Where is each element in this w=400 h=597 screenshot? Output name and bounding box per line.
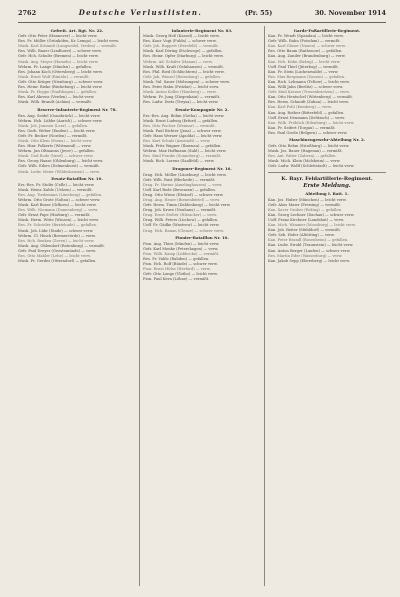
- casualty-entry: Gefr. Otto Lange (Vlotho) — leicht verw.: [143, 272, 218, 277]
- casualty-entry: Res. Ant. Ritter (Zabern) — gefallen.: [268, 154, 337, 159]
- casualty-entry: Gefr. Hch. Schulte (Bremen) — leicht verw.: [18, 54, 99, 59]
- casualty-entry: Drag. Aug. Heuer (Bienenbüttel) — verw.: [143, 198, 221, 202]
- casualty-entry: Kan. Anton Berger (Laufen) — schwer verw.: [268, 248, 351, 253]
- casualty-entry: Kan. Jos. Huber (München) — leicht verw.: [268, 197, 347, 202]
- unit-heading: Garde-Fußartillerie-Regiment.: [293, 27, 361, 33]
- unit-heading: Ersatz-Bataillon Nr. 10.: [51, 176, 103, 182]
- casualty-entry: Res. Ludw. Dietz (Treysa) — leicht verw.: [143, 100, 219, 105]
- casualty-entry: Musk. Ernst Wolf (Rinteln) — vermißt.: [18, 74, 90, 79]
- casualty-entry: Res. Martin Eder (Wasserburg) — verw.: [268, 253, 343, 258]
- casualty-entry: Drag. Otto Wiese (Ebstorf) — schwer verw.: [143, 192, 224, 197]
- casualty-entry: Kan. Otto Hentschel (Wittenberg) — vermißt.: [268, 95, 353, 100]
- casualty-entry: Res. Gerh. Weber (Emden) — leicht verw.: [18, 128, 96, 133]
- casualty-list: [18, 183, 136, 265]
- casualty-entry: Kan. Georg Lechner (Dachau) — schwer verw.: [268, 212, 355, 217]
- casualty-entry: Res. Karl Ahrens (Verden) — leicht verw.: [18, 95, 95, 100]
- casualty-entry: Res. Max Bergmann (Zossen) — gefallen.: [268, 74, 346, 79]
- casualty-entry: Res. Peter Hahn (Fritzlar) — leicht verw.: [143, 85, 220, 90]
- column-1: [18, 26, 136, 586]
- casualty-entry: Gefr. Otto Rehm (Straßburg) — leicht verw.: [268, 144, 350, 149]
- casualty-entry: Wehrm. Fr. Lange (Minden) — gefallen.: [18, 64, 92, 69]
- casualty-entry: Kan. Ludw. Strobl (Traunstein) — leicht verw.: [268, 243, 354, 248]
- casualty-entry: Res. Wilh. Bauer (Lindhorst) — schwer verw.: [18, 49, 102, 54]
- casualty-entry: Kan. Aug. Rother (Bitterfeld) — gefallen.: [268, 110, 345, 115]
- casualty-entry: Res. Fr. Vahle (Rahden) — gefallen.: [143, 257, 210, 262]
- casualty-entry: Musk. Otto Klein (Esens) — leicht verw.: [18, 138, 93, 143]
- casualty-entry: Uoff. Ernst Neumann (Delitzsch) — verw.: [268, 115, 346, 120]
- casualty-entry: Kan. Fr. Stein (Luckenwalde) — verw.: [268, 69, 339, 74]
- unit-heading: Ersatz-Kompagnie Nr. 2.: [175, 106, 229, 112]
- casualty-entry: Ers.-Res. Fr. Stolte (Celle) — leicht verw.: [18, 182, 95, 187]
- casualty-entry: Gefr. Paul Dreyer (Geestemünde) — verw.: [18, 248, 97, 253]
- casualty-entry: Gefr. Karl Menke (Petershagen) — verw.: [143, 246, 219, 251]
- issue-number: (Pr. 55): [244, 9, 273, 17]
- unit-heading: Gefreit. Art. Rgt. Nr. 22.: [50, 27, 104, 33]
- casualty-entry: Kan. Hch. Kühn (Belzig) — leicht verw.: [268, 59, 341, 64]
- casualty-entry: Uoff. Franz Kirchner (Landshut) — verw.: [268, 218, 345, 222]
- casualty-entry: Gefr. Fr. Becker (Norden) — vermißt.: [18, 133, 88, 138]
- casualty-entry: Wehrm. Hch. Lübbe (Aurich) — schwer verw.: [18, 118, 103, 123]
- casualty-entry: Res. Aug. Tiedemann (Lüneburg) — gefallen.: [18, 192, 103, 197]
- casualty-entry: Kan. Karl Pohl (Kemberg) — verw.: [268, 105, 332, 110]
- casualty-entry: Wehrm. Ad. Schäfer (Hanau) — verw.: [143, 59, 213, 64]
- casualty-entry: Musk. Heinr. Kahle (Uelzen) — vermißt.: [18, 187, 93, 192]
- casualty-entry: Musk. Georg Heß (Kassel) — leicht verw.: [143, 34, 220, 39]
- casualty-entry: Pion. Hch. Rolf (Bünde) — schwer verw.: [143, 262, 218, 267]
- section-divider: [268, 172, 386, 173]
- casualty-entry: Wehrm. Otto Grote (Soltau) — schwer verw.: [18, 198, 101, 202]
- unit-heading: Reserve-Infanterie-Regiment Nr. 78.: [37, 106, 117, 112]
- casualty-entry: Res. Fr. Müller (Grünhöfen, Kr. Lemgo) — leicht verw.: [18, 39, 120, 44]
- casualty-entry: Gefr. Wilh. Rahn (Potsdam) — vermißt.: [268, 39, 341, 44]
- casualty-entry: Res. Heinr. Opfer (Marburg) — leicht verw.: [143, 54, 224, 59]
- publication-title: Deutsche Verlustlisten.: [78, 8, 203, 17]
- casualty-entry: Kan. Aug. Zander (Brandenburg) — verw.: [268, 54, 346, 59]
- casualty-entry: Kan. Joh. Reiter (Mühldorf) — vermißt.: [268, 228, 341, 233]
- casualty-entry: Kan. Fr. Wendt (Spandau) — leicht verw.: [268, 34, 344, 39]
- casualty-list: [143, 114, 261, 165]
- casualty-entry: Wehrm. Max Hoffmann (Suhl) — leicht verw.: [143, 149, 227, 154]
- casualty-entry: Kan. Karl Glaser (Nauen) — schwer verw.: [268, 44, 346, 49]
- text-columns: [18, 26, 386, 586]
- casualty-entry: Musk. Val. Sauer (Melsungen) — schwer verw.: [143, 79, 231, 84]
- casualty-entry: Gefr. Seb. Hofer (Altötting) — verw.: [268, 233, 335, 238]
- casualty-entry: Musk. Karl Schmidt (Langwedel, Verden) — vermißt.: [18, 44, 118, 49]
- casualty-entry: Musk. Aug. Ohlendorf (Rotenburg) — vermißt.: [18, 243, 106, 248]
- casualty-entry: Kan. Fr. Seifert (Torgau) — vermißt.: [268, 125, 336, 130]
- casualty-entry: Musk. Fr. Gerdes (Otterndorf) — gefallen.: [18, 259, 97, 264]
- unit-heading: Pionier-Bataillon Nr. 10.: [175, 235, 229, 241]
- column-2: [143, 26, 261, 586]
- casualty-entry: Musk. Ludw. Meier (Wildeshausen) — verw.: [18, 169, 100, 174]
- casualty-entry: Musk. Herm. Witte (Winsen) — leicht verw.: [18, 218, 100, 223]
- unit-heading: Maschinengewehr-Abteilung Nr. 2.: [288, 137, 366, 143]
- casualty-entry: Res. Otto Mahler (Lehe) — leicht verw.: [18, 254, 91, 259]
- casualty-entry: Wehrm. Cl. Hinck (Bremervörde) — verw.: [18, 233, 96, 238]
- casualty-entry: Res. Kurt Schulz (Arnstadt) — verw.: [143, 138, 211, 143]
- casualty-entry: Musk. Paul Richter (Jena) — schwer verw.: [143, 128, 222, 133]
- casualty-entry: Res. Wilh. Niemann (Dannenberg) — verw.: [18, 208, 99, 213]
- casualty-entry: Res. Emil Franke (Sonneberg) — vermißt.: [143, 154, 222, 159]
- casualty-entry: Res. Heinr. Rieke (Bückeburg) — leicht verw.: [18, 85, 103, 90]
- casualty-entry: Pion. Aug. Thies (Minden) — leicht verw.: [143, 241, 220, 246]
- casualty-entry: Gefr. Otto Krüger (Nienburg) — schwer verw.: [18, 79, 104, 84]
- casualty-entry: Musk. Fr. Hoppe (Stadthagen) — gefallen.: [18, 90, 98, 95]
- casualty-entry: Gefr. Ernst Pape (Harburg) — vermißt.: [18, 213, 91, 218]
- casualty-entry: Drag. Wilh. Peters (Lüchow) — gefallen.: [143, 218, 219, 223]
- casualty-entry: Res. Fr. Schröder (Buxtehude) — gefallen.: [18, 223, 98, 228]
- casualty-entry: Musk. Fritz Wagner (Ilmenau) — gefallen.: [143, 144, 222, 149]
- casualty-entry: Drag. Ernst Stelter (Hitzacker) — verw.: [143, 213, 218, 218]
- casualty-entry: Gefr. Otto Peter (Hannover) — leicht verw.: [18, 34, 98, 39]
- casualty-entry: Uoff. Paul Thiel (Jüterbog) — vermißt.: [268, 64, 339, 69]
- casualty-entry: Res. Georg Haase (Oldenburg) — leicht verw.: [18, 159, 104, 164]
- section-subtitle: Erste Meldung.: [303, 182, 351, 189]
- casualty-entry: Kan. Jakob Sepp (Ebersberg) — leicht verw.: [268, 258, 350, 263]
- casualty-entry: Res. Hinr. Folkerts (Wittmund) — verw.: [18, 144, 92, 149]
- casualty-entry: Res. Herm. Schmidt (Zahna) — leicht verw.: [268, 100, 350, 105]
- casualty-entry: Uoff. Fr. Gädke (Wustrow) — leicht verw.: [143, 223, 220, 228]
- casualty-entry: Musk. Joh. Lühr (Stade) — schwer verw.: [18, 228, 94, 233]
- casualty-entry: Musk. Wilh. Kraft (Gelnhausen) — vermißt.: [143, 64, 224, 69]
- casualty-list: [18, 34, 136, 105]
- casualty-list: [268, 144, 386, 169]
- casualty-list: [18, 114, 136, 175]
- section-title: K. Bayr. Feldartillerie-Regiment.: [281, 175, 373, 182]
- casualty-entry: Gefr. Wilh. Eilers (Delmenhorst) — vermißt.: [18, 164, 100, 169]
- casualty-entry: Musk. Rich. Lorenz (Saalfeld) — verw.: [143, 159, 215, 164]
- casualty-entry: Res. Johann Koch (Ottersberg) — leicht verw.: [18, 69, 103, 74]
- casualty-entry: Drag. Joh. Kruse (Neuhaus) — vermißt.: [143, 208, 217, 213]
- casualty-entry: Kan. Xaver Gruber (Erding) — gefallen.: [268, 207, 343, 212]
- casualty-entry: Pion. Paul Kern (Löhne) — vermißt.: [143, 277, 210, 282]
- casualty-entry: Musk. Carl Rode (Varel) — schwer verw.: [18, 154, 94, 159]
- casualty-entry: Uoff. Karl Bode (Bevensen) — gefallen.: [143, 187, 216, 192]
- issue-date: 30. November 1914: [314, 9, 386, 17]
- casualty-entry: Kan. Willi Jahn (Beelitz) — schwer verw.: [268, 85, 344, 90]
- casualty-list: [143, 173, 261, 234]
- casualty-list: [143, 34, 261, 105]
- unit-heading: Dragoner-Regiment Nr. 16.: [172, 165, 232, 171]
- casualty-entry: Musk. Aug. Meyer (Hameln) — leicht verw.: [18, 59, 99, 64]
- casualty-entry: Pion. Ernst Hülse (Herford) — verw.: [143, 267, 211, 272]
- casualty-entry: Musk. Joh. Janssen (Leer) — gefallen.: [18, 123, 89, 128]
- casualty-entry: Musk. Karl Döring (Eschwege) — gefallen.: [143, 49, 223, 54]
- casualty-entry: Gefr. Emil Krause (Treuenbrietzen) — verw.: [268, 90, 350, 95]
- casualty-entry: Drag. Fr. Harms (Amelinghausen) — verw.: [143, 182, 223, 187]
- casualty-entry: Musk. Karl Busse (Gifhorn) — leicht verw.: [18, 203, 97, 208]
- casualty-entry: Wehrm. Fr. Jung (Ziegenhain) — vermißt.: [143, 95, 221, 100]
- casualty-entry: Res. Otto Fischer (Weimar) — vermißt.: [143, 123, 216, 128]
- casualty-entry: Musk. Jos. Bauer (Hagenau) — vermißt.: [268, 149, 343, 154]
- column-3: [268, 26, 386, 586]
- casualty-list: [268, 34, 386, 136]
- page-header: [18, 8, 386, 23]
- casualty-entry: Musk. Wilh. Brandt (Achim) — vermißt.: [18, 100, 92, 105]
- casualty-entry: Kan. Wilh. Fröhlich (Eilenburg) — leicht verw.: [268, 120, 355, 125]
- casualty-entry: Res. Paul Große (Belgern) — schwer verw.: [268, 130, 348, 135]
- column-divider: [264, 26, 265, 586]
- casualty-entry: Res. Phil. Ried (Schlüchtern) — leicht verw.: [143, 69, 225, 74]
- casualty-entry: Pion. Wilh. Kamp (Lübbecke) — vermißt.: [143, 251, 220, 256]
- casualty-entry: Musk. Anton Koller (Homberg) — verw.: [143, 90, 217, 95]
- casualty-entry: Res. Konr. Vogt (Fulda) — schwer verw.: [143, 39, 217, 44]
- casualty-entry: Gefr. Wilh. Rust (Bleckede) — vermißt.: [143, 177, 216, 182]
- unit-heading: Infanterie-Regiment Nr. 83.: [171, 27, 233, 33]
- unit-heading: Abteilung I. Batt. 1.: [305, 191, 349, 197]
- casualty-entry: Musk. Ernst Ludwig (Erfurt) — gefallen.: [143, 118, 219, 123]
- casualty-entry: Gefr. Ludw. Wolff (Schlettstadt) — leicht verw.: [268, 164, 355, 169]
- page-number: 2762: [18, 9, 37, 17]
- casualty-entry: Gefr. Hans Werner (Apolda) — leicht verw.: [143, 133, 223, 138]
- casualty-entry: Res. Otto Baum (Rathenow) — gefallen.: [268, 49, 343, 54]
- casualty-entry: Drag. Hch. Möller (Lüneburg) — leicht verw.: [143, 172, 227, 177]
- casualty-entry: Wehrm. Jan Oltmanns (Jever) — gefallen.: [18, 149, 95, 154]
- casualty-entry: Res. Hch. Renken (Zeven) — leicht verw.: [18, 238, 95, 243]
- casualty-entry: Gefr. Jak. Wenzel (Rotenburg) — gefallen.: [143, 74, 221, 79]
- casualty-entry: Musk. Mich. Klein (Molsheim) — verw.: [268, 159, 341, 164]
- casualty-list: [143, 242, 261, 283]
- casualty-entry: Ers.-Res. Aug. Böhm (Gotha) — leicht verw.: [143, 113, 225, 118]
- casualty-entry: Kan. Mich. Wimmer (Moosburg) — leicht verw.: [268, 223, 356, 228]
- casualty-entry: Kan. Peter Brandl (Rosenheim) — gefallen.: [268, 238, 349, 243]
- casualty-entry: Gefr. Herm. Timm (Dahlenburg) — leicht verw.: [143, 203, 231, 208]
- casualty-list: [268, 198, 386, 264]
- casualty-entry: Gefr. Alois Maier (Freising) — vermißt.: [268, 202, 341, 207]
- casualty-entry: Drag. Hch. Ramm (Clenze) — schwer verw.: [143, 228, 224, 233]
- casualty-entry: Res. Aug. Seidel (Osnabrück) — leicht verw.: [18, 113, 101, 118]
- column-divider: [139, 26, 140, 586]
- casualty-entry: Gefr. Joh. Ruppert (Hersfeld) — vermißt.: [143, 44, 219, 49]
- newspaper-page: [18, 8, 386, 588]
- casualty-entry: Kan. Rich. Lehmann (Teltow) — leicht verw.: [268, 79, 350, 84]
